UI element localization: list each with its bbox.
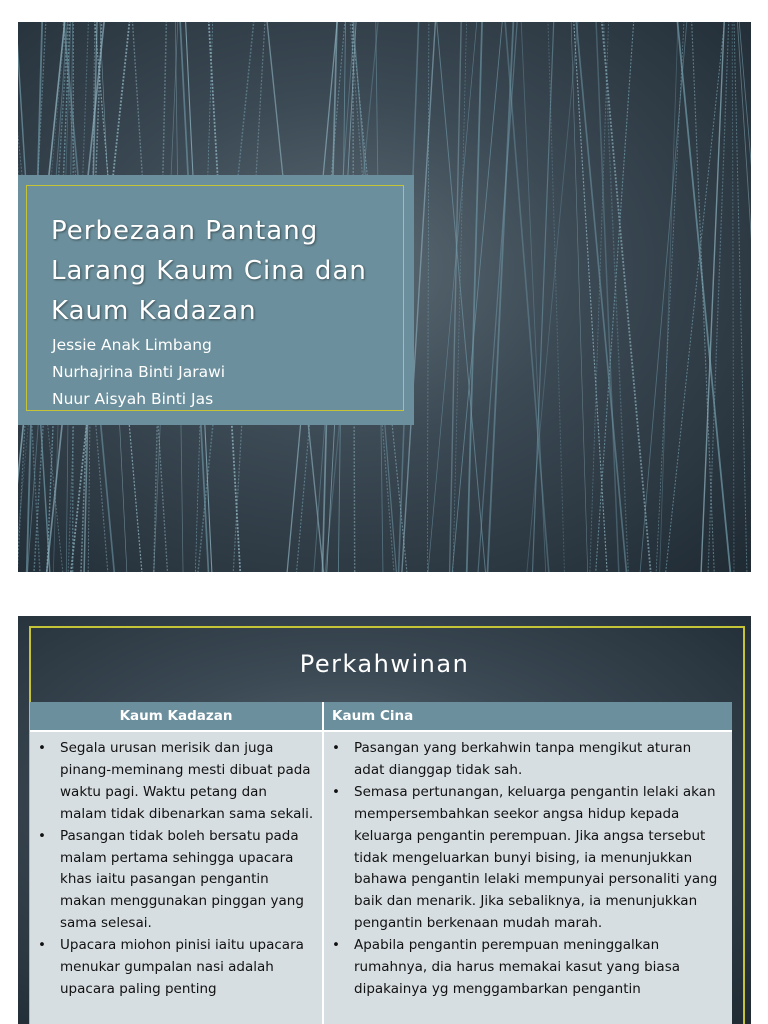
author-name: Nurhajrina Binti Jarawi [52,363,226,381]
title-frame [26,185,404,411]
list-item: • Pasangan yang berkahwin tanpa mengikut aturan adat dianggap tidak sah. [354,738,724,782]
column-header-kadazan: Kaum Kadazan [30,702,323,731]
list-item: • Apabila pengantin perempuan meninggalkan rumahnya, dia harus memakai kasut yang biasa dipakainya yg menggambarkan pengantin [354,935,724,1001]
decorative-line [436,22,486,572]
decorative-line [532,22,554,572]
decorative-line [732,22,734,572]
decorative-line [737,22,751,572]
slide-title: Perkahwinan [299,650,470,678]
table-row [30,731,732,1024]
decorative-line [427,22,429,572]
list-item: • Segala urusan merisik dan juga pinang-meminang mesti dibuat pada waktu pagi. Waktu petang dan malam tidak dibenarkan sama sekali. [60,738,314,826]
decorative-line [487,22,513,572]
decorative-line [601,22,651,572]
decorative-line [660,22,679,572]
title-box [18,175,414,425]
title-slide [18,22,751,572]
decorative-line [640,22,688,572]
list-item: • Semasa pertunangan, keluarga pengantin lelaki akan mempersembahkan seekor angsa hidup kepada keluarga pengantin perempuan. Jika angsa tersebut tidak mengeluarkan bunyi bising, ia menunjukkan bahawa pengantin lelaki mempunyai personaliti yang baik dan menarik. Jika sebaliknya, ia menunjukkan pengantin berkenaan mudah marah. [354,782,724,935]
column-header-cina: Kaum Cina [323,702,732,731]
author-name: Jessie Anak Limbang [52,336,212,354]
author-list [52,332,392,413]
kadazan-cell [30,731,323,1024]
decorative-line [734,22,747,572]
presentation-title: Perbezaan Pantang Larang Kaum Cina dan Kaum Kadazan [51,216,367,326]
content-slide [18,616,751,1024]
kadazan-list [34,738,314,1001]
comparison-table [30,702,732,1024]
decorative-line [574,22,608,572]
table-header-row [30,702,732,731]
list-item: • Pasangan tidak boleh bersatu pada malam pertama sehingga upacara khas iaitu pasangan pengantin makan menggunakan pinggan yang sama selesai. [60,826,314,936]
cina-list [328,738,724,1001]
list-item: • Upacara miohon pinisi iaitu upacara menukar gumpalan nasi adalah upacara paling penting [60,935,314,1001]
decorative-line [467,22,483,572]
cina-cell [323,731,732,1024]
decorative-line [526,22,578,572]
decorative-line [571,22,588,572]
decorative-line [478,22,518,572]
author-name: Nuur Aisyah Binti Jas [52,390,214,408]
decorative-line [521,22,546,572]
